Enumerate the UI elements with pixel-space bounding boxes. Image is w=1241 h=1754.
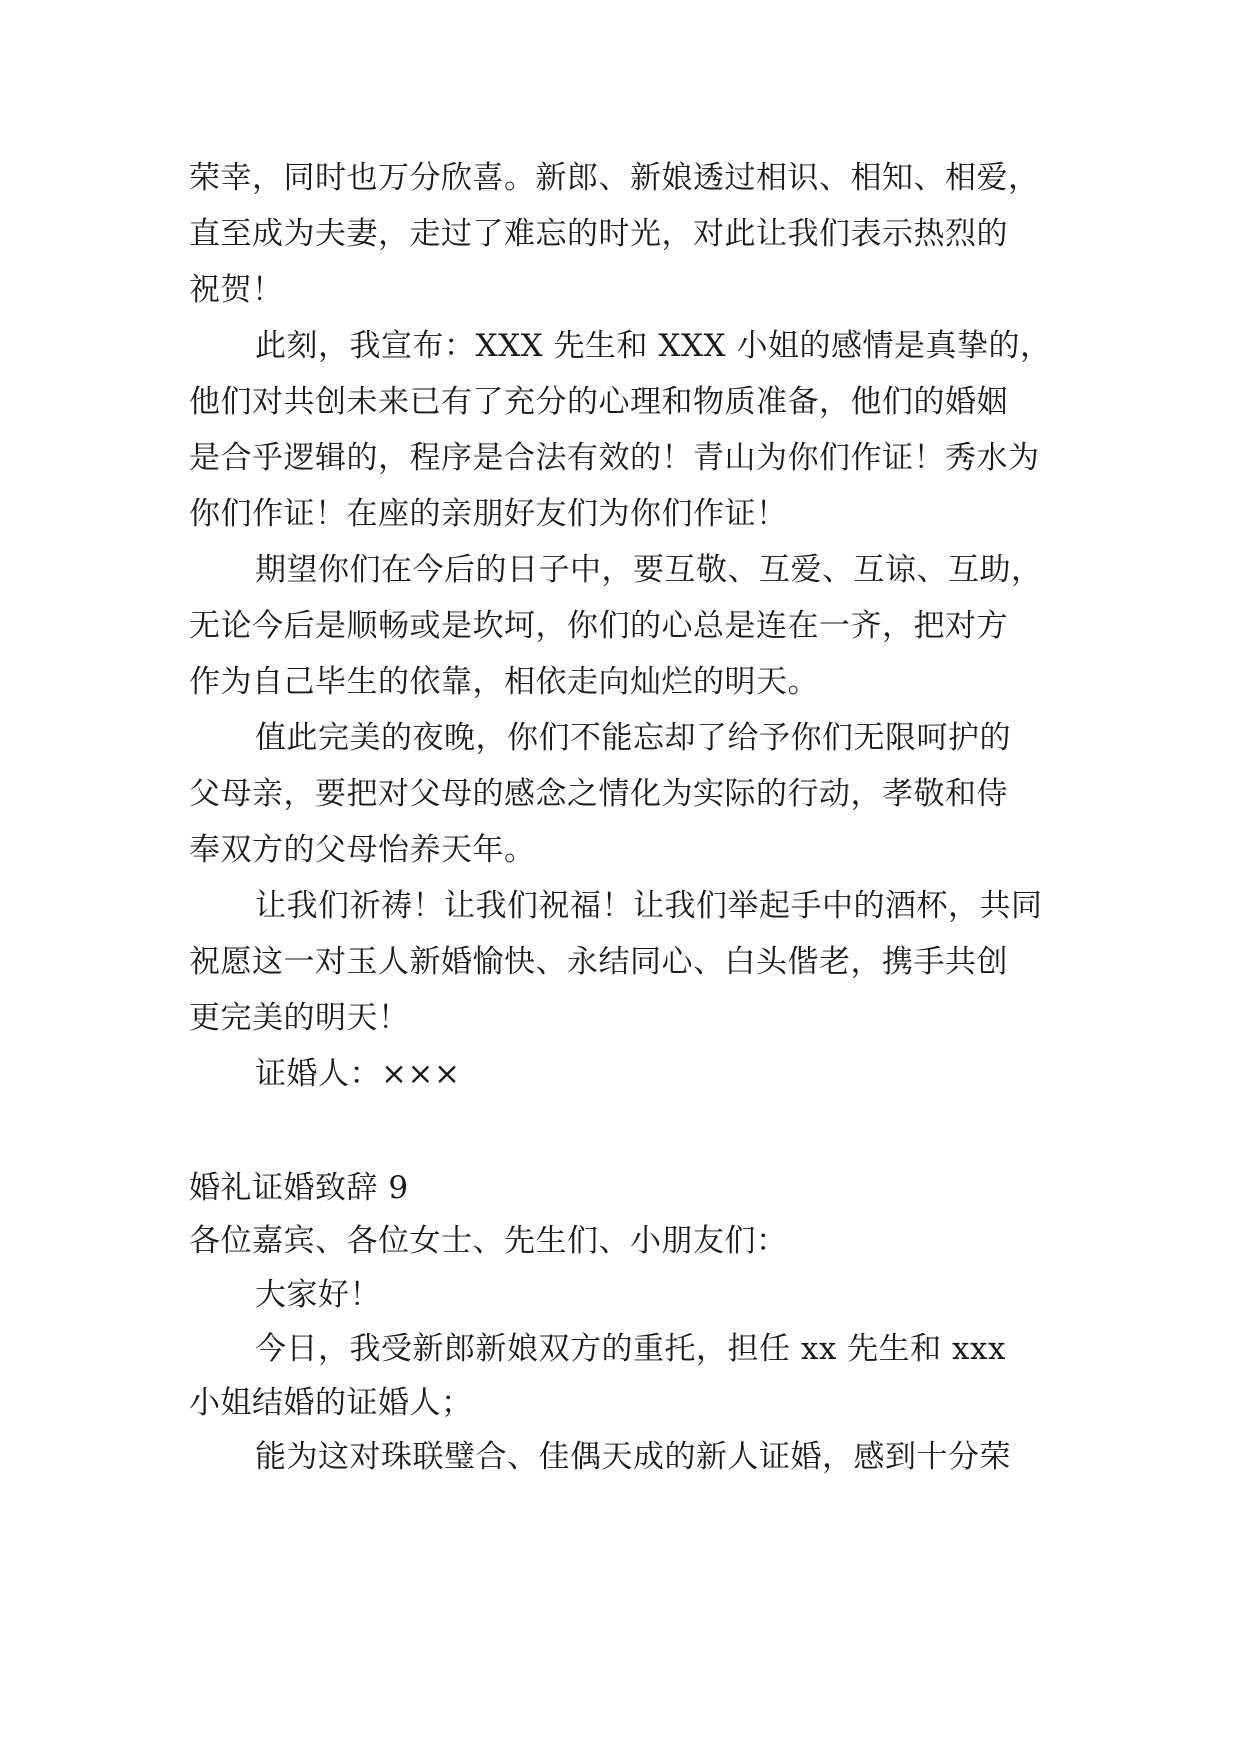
paragraph-first-line: 能为这对珠联璧合、佳偶天成的新人证婚，感到十分荣: [255, 1439, 1011, 1475]
paragraph-first-line: 期望你们在今后的日子中，要互敬、互爱、互谅、互助，: [255, 552, 1043, 588]
paragraph-first-line: 值此完美的夜晚，你们不能忘却了给予你们无限呵护的: [255, 720, 1011, 756]
text-line: 祝贺！: [189, 272, 284, 308]
text-line: 父母亲，要把对父母的感念之情化为实际的行动，孝敬和侍: [189, 776, 1008, 812]
text-line: 小姐结婚的证婚人；: [189, 1385, 473, 1421]
text-line: 无论今后是顺畅或是坎坷，你们的心总是连在一齐，把对方: [189, 608, 1008, 644]
text-line: 你们作证！在座的亲朋好友们为你们作证！: [189, 496, 788, 532]
paragraph-first-line: 此刻，我宣布：XXX 先生和 XXX 小姐的感情是真挚的，: [255, 328, 1052, 364]
text-line: 作为自己毕生的依靠，相依走向灿烂的明天。: [189, 664, 819, 700]
salutation: 各位嘉宾、各位女士、先生们、小朋友们：: [189, 1223, 788, 1259]
signature-line: 证婚人：×××: [255, 1056, 461, 1092]
paragraph-first-line: 今日，我受新郎新娘双方的重托，担任 xx 先生和 xxx: [255, 1331, 1006, 1367]
text-line: 是合乎逻辑的，程序是合法有效的！青山为你们作证！秀水为: [189, 440, 1040, 476]
greeting: 大家好！: [255, 1277, 381, 1313]
text-line: 直至成为夫妻，走过了难忘的时光，对此让我们表示热烈的: [189, 216, 1008, 252]
paragraph-first-line: 让我们祈祷！让我们祝福！让我们举起手中的酒杯，共同: [255, 888, 1043, 924]
text-line: 他们对共创未来已有了充分的心理和物质准备，他们的婚姻: [189, 384, 1008, 420]
text-line: 更完美的明天！: [189, 1000, 410, 1036]
section-title: 婚礼证婚致辞 9: [189, 1170, 409, 1206]
text-line: 祝愿这一对玉人新婚愉快、永结同心、白头偕老，携手共创: [189, 944, 1008, 980]
text-line: 荣幸，同时也万分欣喜。新郎、新娘透过相识、相知、相爱，: [189, 160, 1040, 196]
text-line: 奉双方的父母怡养天年。: [189, 832, 536, 868]
